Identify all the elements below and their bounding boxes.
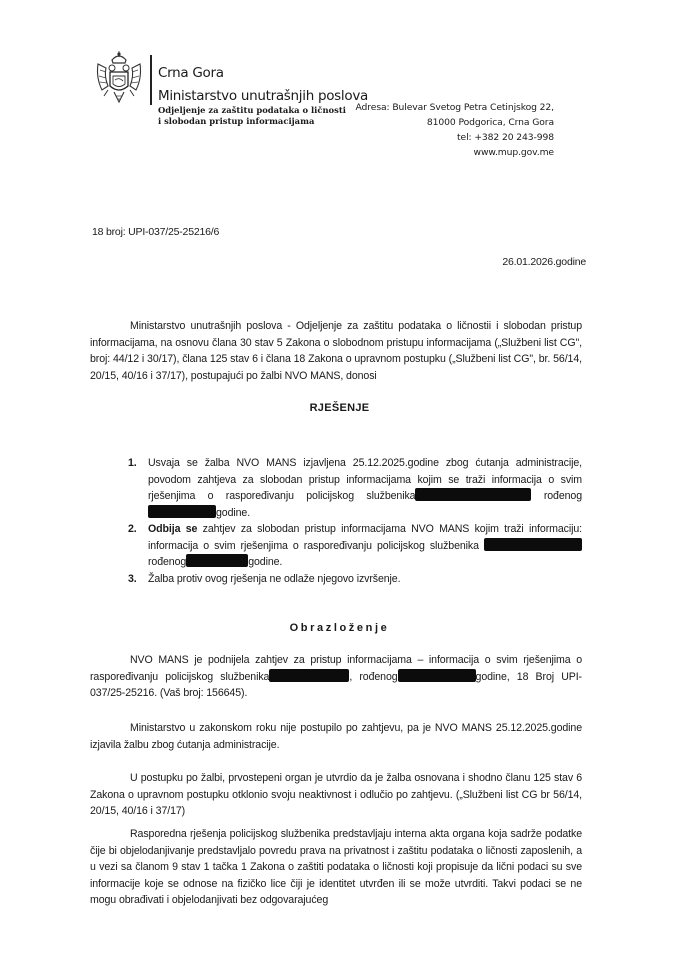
decision-item-2 — [128, 521, 582, 571]
redaction-block — [269, 669, 349, 682]
address-website: www.mup.gov.me — [473, 147, 554, 158]
address-block — [356, 100, 554, 160]
decision-text: zahtjev za slobodan pristup informacijama NVO MANS kojim traži informaciju: informacija o svim rješenjima o raspoređivanju policijskog službenika — [148, 523, 582, 552]
reasoning-paragraph-ministry: Ministarstvo u zakonskom roku nije postupilo po zahtjevu, pa je NVO MANS 25.12.2025.godine izjavila žalbu zbog ćutanja administracije. — [90, 722, 582, 751]
decision-text: rođenog — [148, 556, 187, 568]
country-name: Crna Gora — [158, 65, 224, 81]
paragraph-text: NVO MANS je podnijela zahtjev za pristup informacijama – informacija o svim rješenjima o raspoređivanju policijskog službenika — [90, 654, 582, 683]
decision-heading: RJEŠENJE — [309, 402, 370, 414]
department-line-2: i slobodan pristup informacijama — [158, 116, 315, 126]
decision-text: godine. — [216, 506, 251, 519]
redaction-block — [484, 538, 582, 551]
decision-bold-lead: Odbija se — [148, 523, 198, 535]
header-divider — [150, 55, 152, 105]
reasoning-paragraph-privacy: Rasporedna rješenja policijskog službenika predstavljaju interna akta organa koja sadrže podatke čije bi objelodanjivanje predstavljalo povredu prava na privatnost i zaštitu podataka o ličnosti zaposlenih, a u vezi sa članom 9 stav 1 tačka 1 Zakona o zaštiti podataka o ličnosti koji propisuje da lični podaci su sve informacije koje se odnose na fizičko lice čiji je identitet utvrđen ili se može utvrditi. Takvi podaci se ne mogu obrađivati i objelodanjivati bez odgovarajućeg — [90, 828, 582, 906]
paragraph-text: , rođenog — [349, 670, 398, 683]
redaction-block — [186, 554, 248, 567]
reference-number: 18 broj: UPI-037/25-25216/6 — [92, 226, 220, 238]
reasoning-heading: Obrazloženje — [289, 622, 390, 634]
address-city: 81000 Podgorica, Crna Gora — [426, 117, 554, 128]
coat-of-arms-icon — [94, 50, 144, 110]
decision-item-3 — [128, 571, 582, 588]
decision-text: Usvaja se žalba NVO MANS izjavljena 25.12.2025.godine zbog ćutanja administracije, povodom zahtjeva za slobodan pristup informacijama kojim se traži informacija o svim rješenjima o raspoređivanju policijskog službenika — [148, 457, 582, 502]
decision-text: rođenog — [543, 490, 582, 502]
decision-item-1 — [128, 455, 582, 521]
reasoning-paragraph-appeal: U postupku po žalbi, prvostepeni organ je utvrdio da je žalba osnovana i shodno članu 125 stav 6 Zakona o upravnom postupku otklonio svoju neaktivnost i odlučio po zahtjevu. („Službeni list CG br 56/14, 20/15, 40/16 i 37/17) — [90, 772, 582, 817]
decision-list — [128, 455, 582, 587]
item-number: 3. — [128, 572, 137, 585]
redaction-block — [398, 669, 476, 682]
address-phone: tel: +382 20 243-998 — [457, 132, 554, 143]
paragraph-text: godine, 18 Broj UPI-037/25-25216. (Vaš broj: 156645). — [90, 670, 582, 699]
redaction-block — [415, 488, 531, 501]
document-date: 26.01.2026.godine — [502, 256, 586, 268]
redaction-block — [148, 505, 216, 518]
ministry-name: Ministarstvo unutrašnjih poslova — [158, 88, 368, 104]
reasoning-paragraph-request — [90, 652, 582, 702]
department-line-1: Odjeljenje za zaštitu podataka o ličnosti — [158, 105, 346, 115]
intro-paragraph: Ministarstvo unutrašnjih poslova - Odjeljenje za zaštitu podataka o ličnostii i slobodan pristup informacijama, na osnovu člana 30 stav 5 Zakona o slobodnom pristupu informacijama („Službeni list CG", broj: 44/12 i 30/17), člana 125 stav 6 i člana 18 Zakona o upravnom postupku („Službeni list CG", br. 56/14, 20/15, 40/16 i 37/17), postupajući po žalbi NVO MANS, donosi — [90, 320, 582, 382]
item-number: 2. — [128, 523, 137, 535]
item-number: 1. — [128, 457, 137, 469]
decision-text: godine. — [248, 556, 283, 568]
address-street: Adresa: Bulevar Svetog Petra Cetinjskog 22, — [355, 102, 554, 113]
organization-block — [158, 64, 368, 127]
decision-text: Žalba protiv ovog rješenja ne odlaže njegovo izvršenje. — [148, 572, 401, 585]
